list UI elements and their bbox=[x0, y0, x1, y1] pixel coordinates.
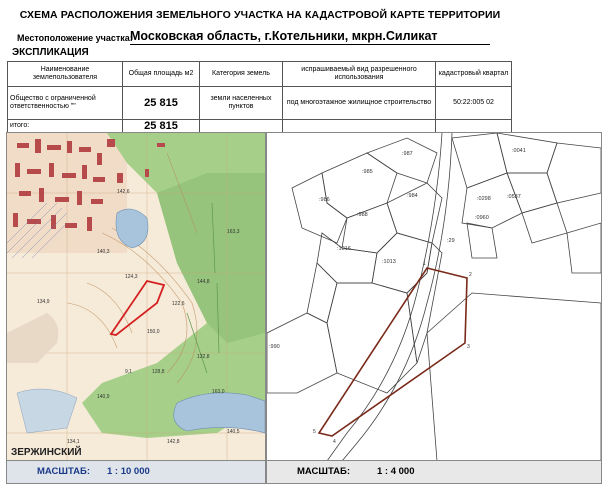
height-label: 128,8 bbox=[152, 369, 165, 375]
parcel-label: :0298 bbox=[477, 196, 491, 202]
explication-table bbox=[7, 61, 512, 134]
height-label: 132,8 bbox=[197, 354, 210, 360]
total-area: 25 815 bbox=[123, 120, 200, 134]
height-label: 140,3 bbox=[97, 249, 110, 255]
topographic-map bbox=[6, 132, 266, 462]
header-use: испрашиваемый вид разрешенного использования bbox=[283, 62, 436, 87]
scale-value: 1 : 4 000 bbox=[377, 466, 415, 477]
scale-value: 1 : 10 000 bbox=[107, 466, 150, 477]
parcel-label: :0041 bbox=[512, 148, 526, 154]
cell-category: земли населенных пунктов bbox=[200, 87, 283, 120]
height-label: 163,3 bbox=[227, 229, 240, 235]
point-label: 1 bbox=[423, 261, 426, 267]
parcel-label: :988 bbox=[357, 212, 368, 218]
parcel-label: :0537 bbox=[507, 194, 521, 200]
map-bottom-text: ЗЕРЖИНСКИЙ bbox=[11, 447, 82, 458]
parcel-label: :1013 bbox=[382, 259, 396, 265]
parcel-label: :0960 bbox=[475, 215, 489, 221]
parcel-label: :984 bbox=[407, 193, 418, 199]
cadastral-map bbox=[266, 132, 602, 462]
header-quarter: кадастровый квартал bbox=[436, 62, 512, 87]
point-label: 5 bbox=[313, 429, 316, 435]
cell-use: под многоэтажное жилищное строительство bbox=[283, 87, 436, 120]
cell-quarter: 50:22:005 02 bbox=[436, 87, 512, 120]
left-scale-bar bbox=[6, 460, 266, 484]
location-value: Московская область, г.Котельники, мкрн.Силикат bbox=[130, 29, 490, 45]
point-label: 2 bbox=[469, 272, 472, 278]
point-label: 3 bbox=[467, 344, 470, 350]
document-title: СХЕМА РАСПОЛОЖЕНИЯ ЗЕМЕЛЬНОГО УЧАСТКА НА КАДАСТРОВОЙ КАРТЕ ТЕРРИТОРИИ bbox=[19, 9, 501, 21]
total-label: итого: bbox=[8, 120, 123, 134]
explication-heading: ЭКСПЛИКАЦИЯ bbox=[12, 47, 89, 58]
header-category: Категория земель bbox=[200, 62, 283, 87]
parcel-label: :985 bbox=[362, 169, 373, 175]
header-owner: Наименование землепользователя bbox=[8, 62, 123, 87]
location-label: Местоположение участка: bbox=[17, 33, 133, 43]
height-label: 9,1 bbox=[125, 369, 132, 375]
height-label: 124,3 bbox=[125, 274, 138, 280]
height-label: 140,9 bbox=[97, 394, 110, 400]
height-label: 163,0 bbox=[212, 389, 225, 395]
scale-label: МАСШТАБ: bbox=[37, 466, 91, 477]
height-label: 142,6 bbox=[117, 189, 130, 195]
parcel-label: :986 bbox=[319, 197, 330, 203]
table-row bbox=[8, 87, 512, 120]
cell-owner: Общество с ограниченной ответственностью "" bbox=[8, 87, 123, 120]
table-header-row bbox=[8, 62, 512, 87]
cell-area: 25 815 bbox=[123, 87, 200, 120]
scale-label: МАСШТАБ: bbox=[297, 466, 351, 477]
parcel-label: :29 bbox=[447, 238, 455, 244]
height-label: 122,6 bbox=[172, 301, 185, 307]
height-label: 134,1 bbox=[67, 439, 80, 445]
right-scale-bar bbox=[266, 460, 602, 484]
header-area: Общая площадь м2 bbox=[123, 62, 200, 87]
parcel-label: :990 bbox=[269, 344, 280, 350]
parcel-label: :987 bbox=[402, 151, 413, 157]
height-label: 140,5 bbox=[227, 429, 240, 435]
parcel-label: :1016 bbox=[337, 246, 351, 252]
height-label: 134,9 bbox=[37, 299, 50, 305]
point-label: 4 bbox=[333, 439, 336, 445]
height-label: 150,0 bbox=[147, 329, 160, 335]
height-label: 144,8 bbox=[197, 279, 210, 285]
height-label: 142,8 bbox=[167, 439, 180, 445]
